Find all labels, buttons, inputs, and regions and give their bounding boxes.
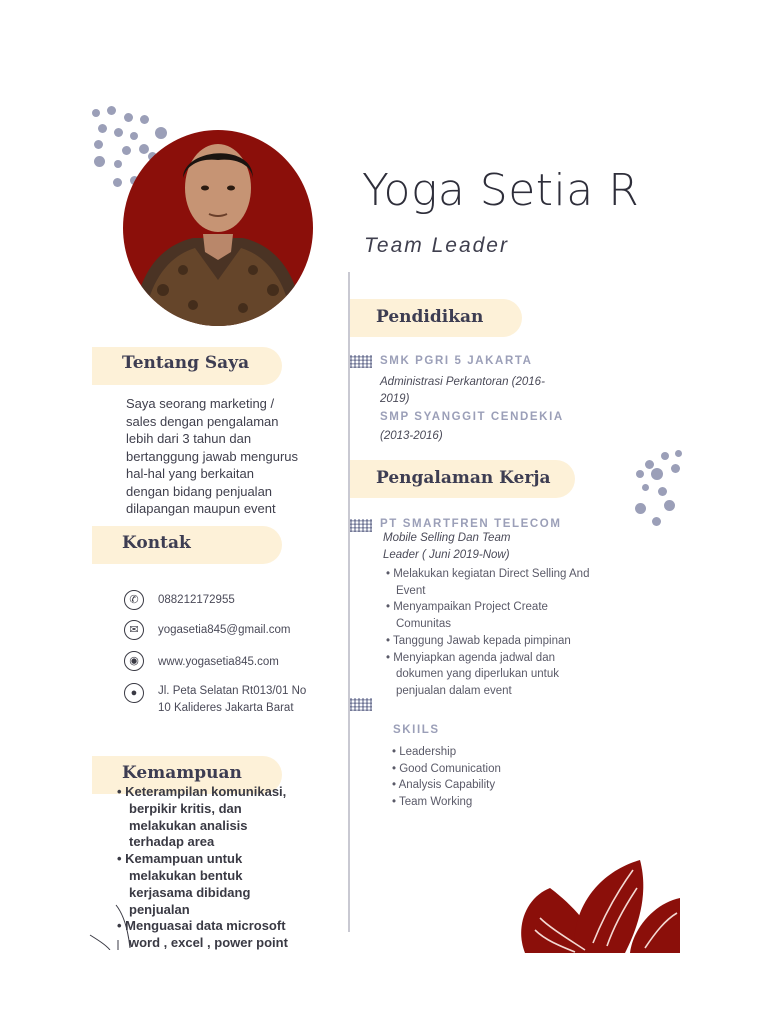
list-grid-icon: [350, 519, 372, 532]
contact-title: Kontak: [122, 533, 191, 553]
skill-line: melakukan bentuk: [129, 867, 243, 883]
skills-title: Kemampuan: [122, 763, 242, 783]
about-line: sales dengan pengalaman: [126, 413, 279, 429]
skill-item: • Team Working: [392, 796, 473, 809]
contact-phone: 088212172955: [158, 594, 235, 606]
column-divider: [348, 272, 350, 932]
skill-line: melakukan analisis: [129, 817, 248, 833]
school-2-detail: (2013-2016): [380, 430, 443, 442]
position-line: Leader ( Juni 2019-Now): [383, 549, 510, 561]
skill-line: • Kemampuan untuk: [117, 851, 243, 867]
duties-list: [386, 566, 589, 700]
address-line: Jl. Peta Selatan Rt013/01 No: [158, 685, 307, 697]
company-name: PT SMARTFREN TELECOM: [380, 518, 562, 530]
duty-line: • Tanggung Jawab kepada pimpinan: [386, 634, 571, 647]
duty-line: • Menyampaikan Project Create: [386, 601, 548, 614]
duty-line: Event: [396, 584, 426, 597]
position-title: [383, 530, 510, 564]
about-title: Tentang Saya: [122, 353, 250, 373]
about-line: Saya seorang marketing /: [126, 396, 275, 411]
skill-line: • Menguasai data microsoft: [117, 918, 286, 934]
duty-line: penjualan dalam event: [396, 684, 512, 697]
duty-line: • Melakukan kegiatan Direct Selling And: [386, 568, 590, 580]
phone-icon: ✆: [124, 590, 144, 610]
skills-right-title: SKIILS: [393, 724, 440, 736]
about-line: hal-hal yang berkaitan: [126, 466, 254, 481]
duty-line: Comunitas: [396, 618, 451, 631]
school-1-detail: [380, 374, 545, 408]
school-2-name: SMP SYANGGIT CENDEKIA: [380, 411, 564, 423]
detail-line: 2019): [380, 393, 410, 405]
duty-line: • Menyiapkan agenda jadwal dan: [386, 651, 555, 664]
globe-icon: ◉: [124, 651, 144, 671]
list-grid-icon: [350, 698, 372, 711]
education-title: Pendidikan: [376, 307, 484, 327]
experience-title: Pengalaman Kerja: [376, 468, 551, 488]
address-line: 10 Kalideres Jakarta Barat: [158, 702, 294, 714]
school-1-name: SMK PGRI 5 JAKARTA: [380, 355, 533, 367]
position-line: Mobile Selling Dan Team: [383, 532, 511, 544]
skill-line: berpikir kritis, dan: [129, 800, 242, 816]
detail-line: Administrasi Perkantoran (2016-: [380, 376, 545, 388]
list-grid-icon: [350, 355, 372, 368]
about-text: [126, 395, 298, 518]
about-line: dilapangan maupun event: [126, 501, 276, 516]
skill-line: terhadap area: [129, 834, 215, 850]
mail-icon: ✉: [124, 620, 144, 640]
duty-line: dokumen yang diperlukan untuk: [396, 668, 560, 681]
about-line: dengan bidang penjualan: [126, 483, 273, 499]
skill-line: word , excel , power point: [129, 935, 288, 951]
contact-website: www.yogasetia845.com: [158, 656, 279, 668]
decorative-sketch: [88, 900, 168, 950]
skill-line: kerjasama dibidang: [129, 884, 251, 900]
skill-line: • Keterampilan komunikasi,: [117, 784, 287, 799]
job-title: Team Leader: [364, 234, 509, 257]
skill-line: penjualan: [129, 901, 190, 917]
about-line: lebih dari 3 tahun dan: [126, 431, 252, 446]
about-line: bertanggung jawab mengurus: [126, 448, 299, 464]
skill-item: • Analysis Capability: [392, 779, 496, 792]
contact-email: yogasetia845@gmail.com: [158, 624, 291, 636]
location-icon: ●: [124, 683, 144, 703]
contact-address: [158, 683, 306, 717]
skills-right-list: [392, 744, 501, 811]
full-name: Yoga Setia R: [362, 165, 640, 216]
profile-photo: [123, 130, 313, 326]
skill-item: • Leadership: [392, 746, 457, 758]
decorative-leaves: [515, 858, 680, 953]
skill-item: • Good Comunication: [392, 762, 501, 775]
